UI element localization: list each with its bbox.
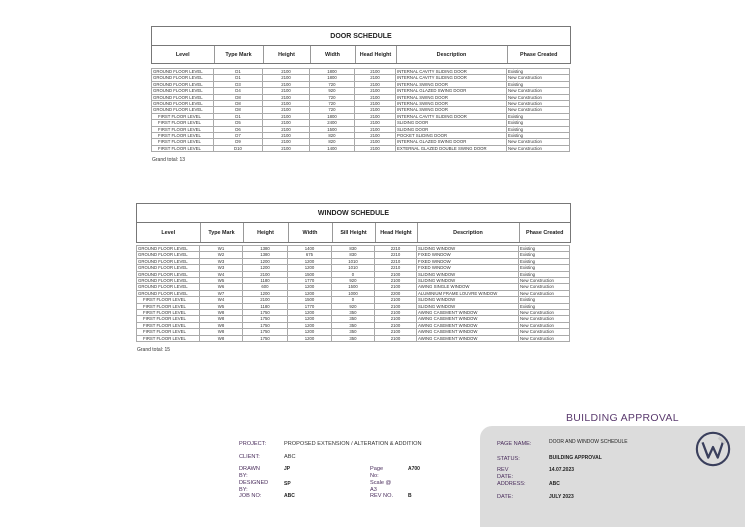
job-no-value: ABC	[284, 493, 295, 499]
table-cell: 2100	[355, 113, 396, 119]
table-cell: 2210	[375, 258, 417, 264]
table-cell: INTERNAL SWING DOOR	[396, 94, 507, 100]
table-cell: New Construction	[507, 75, 570, 81]
table-cell: AWING CASEMENT WINDOW	[417, 316, 519, 322]
window-schedule-col-7: Phase Created	[526, 229, 564, 236]
table-cell: W3	[200, 265, 243, 271]
table-cell: FIRST FLOOR LEVEL	[152, 139, 214, 145]
table-cell: 2100	[355, 126, 396, 132]
table-cell: 1200	[243, 258, 288, 264]
table-cell: D1	[214, 113, 263, 119]
table-cell: D1	[214, 69, 263, 75]
table-cell: New Construction	[519, 322, 570, 328]
table-cell: SLIDING DOOR	[396, 120, 507, 126]
table-cell: GROUND FLOOR LEVEL	[137, 278, 200, 284]
table-cell: 2100	[263, 101, 310, 107]
table-cell: W8	[200, 329, 243, 335]
table-cell: INTERNAL SWING DOOR	[396, 101, 507, 107]
table-cell: 1200	[288, 290, 332, 296]
table-cell: FIRST FLOOR LEVEL	[137, 322, 200, 328]
door-grand-total: Grand total: 13	[152, 157, 186, 163]
client-value: ABC	[284, 454, 296, 460]
door-schedule-col-4: Head Height	[355, 46, 396, 63]
table-cell: Existing	[519, 258, 570, 264]
status-label: STATUS:	[497, 456, 520, 462]
table-row	[152, 145, 570, 151]
table-cell: SLIDING DOOR	[396, 126, 507, 132]
table-cell: FIRST FLOOR LEVEL	[152, 133, 214, 139]
window-schedule-rows	[136, 245, 570, 342]
table-cell: 2200	[375, 290, 417, 296]
table-cell: FIRST FLOOR LEVEL	[152, 145, 214, 151]
table-cell: Existing	[507, 133, 570, 139]
table-cell: FIRST FLOOR LEVEL	[152, 120, 214, 126]
window-schedule-col-0: Level	[137, 223, 200, 242]
table-cell: New Construction	[507, 107, 570, 113]
table-cell: FIRST FLOOR LEVEL	[137, 335, 200, 341]
table-cell: 0	[332, 297, 375, 303]
table-cell: GROUND FLOOR LEVEL	[137, 290, 200, 296]
door-schedule-col-1: Type Mark	[214, 46, 263, 63]
table-cell: 2100	[243, 297, 288, 303]
table-cell: 1500	[310, 126, 355, 132]
table-cell: 1800	[310, 75, 355, 81]
table-cell: 2100	[263, 145, 310, 151]
table-cell: GROUND FLOOR LEVEL	[137, 252, 200, 258]
table-cell: 2100	[375, 329, 417, 335]
table-cell: D7	[214, 133, 263, 139]
table-cell: 2100	[263, 120, 310, 126]
table-cell: 2100	[375, 310, 417, 316]
door-schedule-col-3: Width	[310, 46, 355, 63]
table-cell: INTERNAL GLAZED SWING DOOR	[396, 139, 507, 145]
table-cell: W3	[200, 258, 243, 264]
rev-date-label: REV DATE:	[497, 467, 514, 480]
table-cell: 0	[332, 271, 375, 277]
table-cell: Existing	[519, 297, 570, 303]
door-schedule-rows	[151, 68, 570, 152]
table-cell: D1	[214, 75, 263, 81]
table-cell: FIRST FLOOR LEVEL	[137, 316, 200, 322]
table-cell: AWING CASEMENT WINDOW	[417, 335, 519, 341]
window-schedule-title: WINDOW SCHEDULE	[137, 204, 570, 223]
window-schedule-header	[137, 223, 570, 242]
table-cell: SLIDING WINDOW	[417, 278, 519, 284]
table-cell: New Construction	[519, 278, 570, 284]
page-name-value: DOOR AND WINDOW SCHEDULE	[549, 439, 628, 445]
table-cell: 350	[332, 310, 375, 316]
table-cell: 2100	[263, 113, 310, 119]
table-cell: 1200	[288, 310, 332, 316]
table-cell: FIRST FLOOR LEVEL	[152, 126, 214, 132]
table-cell: W4	[200, 271, 243, 277]
table-cell: Existing	[519, 303, 570, 309]
table-cell: 2100	[355, 75, 396, 81]
table-cell: D6	[214, 126, 263, 132]
table-cell: D4	[214, 88, 263, 94]
table-cell: 2100	[263, 69, 310, 75]
table-cell: 1500	[288, 297, 332, 303]
window-schedule-col-1: Type Mark	[200, 223, 243, 242]
designed-by-value: SP	[284, 481, 291, 487]
table-cell: New Construction	[507, 139, 570, 145]
date-value: JULY 2023	[549, 494, 574, 500]
table-cell: New Construction	[507, 145, 570, 151]
table-cell: W8	[200, 322, 243, 328]
table-cell: 1200	[288, 316, 332, 322]
table-cell: INTERNAL CAVITY SLIDING DOOR	[396, 69, 507, 75]
table-cell: Existing	[507, 81, 570, 87]
table-cell: New Construction	[507, 94, 570, 100]
table-cell: 720	[310, 107, 355, 113]
table-cell: 720	[310, 101, 355, 107]
door-schedule	[151, 26, 571, 64]
table-row	[137, 335, 570, 341]
table-cell: GROUND FLOOR LEVEL	[137, 265, 200, 271]
table-cell: SLIDING WINDOW	[417, 297, 519, 303]
table-cell: 1010	[332, 265, 375, 271]
rev-date-value: 14.07.2023	[549, 467, 575, 473]
table-cell: SLIDING WINDOW	[417, 246, 519, 252]
table-cell: 830	[332, 252, 375, 258]
table-cell: 2100	[375, 284, 417, 290]
table-cell: FIRST FLOOR LEVEL	[152, 113, 214, 119]
table-cell: 920	[332, 303, 375, 309]
table-cell: EXTERNAL GLAZED DOUBLE SWING DOOR	[396, 145, 507, 151]
table-cell: W5	[200, 278, 243, 284]
table-cell: FIRST FLOOR LEVEL	[137, 329, 200, 335]
table-cell: 2100	[355, 101, 396, 107]
table-cell: Existing	[519, 271, 570, 277]
table-cell: AWING CASEMENT WINDOW	[417, 322, 519, 328]
table-cell: 2100	[375, 278, 417, 284]
table-cell: 1010	[332, 258, 375, 264]
table-cell: AWING CASEMENT WINDOW	[417, 310, 519, 316]
table-cell: New Construction	[519, 284, 570, 290]
table-cell: New Construction	[519, 329, 570, 335]
table-cell: 1180	[243, 278, 288, 284]
table-cell: New Construction	[507, 88, 570, 94]
table-cell: 1500	[288, 271, 332, 277]
table-cell: New Construction	[519, 335, 570, 341]
table-cell: W7	[200, 290, 243, 296]
table-cell: GROUND FLOOR LEVEL	[137, 284, 200, 290]
table-cell: 2100	[263, 75, 310, 81]
table-cell: AWING SINGLE WINDOW	[417, 284, 519, 290]
table-cell: 1750	[243, 316, 288, 322]
project-value: PROPOSED EXTENSION / ALTERATION & ADDITION	[284, 441, 422, 447]
table-cell: 2100	[355, 88, 396, 94]
table-cell: FIRST FLOOR LEVEL	[137, 297, 200, 303]
table-cell: New Construction	[519, 310, 570, 316]
table-cell: 920	[310, 88, 355, 94]
table-cell: GROUND FLOOR LEVEL	[152, 88, 214, 94]
table-cell: GROUND FLOOR LEVEL	[152, 94, 214, 100]
window-schedule-col-3: Width	[288, 223, 332, 242]
table-cell: Existing	[519, 265, 570, 271]
table-cell: 1750	[243, 310, 288, 316]
table-cell: 2100	[355, 69, 396, 75]
table-cell: 1500	[332, 284, 375, 290]
table-cell: 1800	[310, 113, 355, 119]
table-cell: 1800	[310, 69, 355, 75]
table-cell: 2100	[263, 126, 310, 132]
table-cell: GROUND FLOOR LEVEL	[152, 69, 214, 75]
table-cell: 2210	[375, 265, 417, 271]
table-cell: 2100	[243, 271, 288, 277]
table-cell: 675	[288, 252, 332, 258]
table-cell: 1770	[288, 278, 332, 284]
table-cell: FIRST FLOOR LEVEL	[137, 310, 200, 316]
table-cell: 1200	[288, 322, 332, 328]
table-cell: 2100	[263, 139, 310, 145]
table-cell: SLIDING WINDOW	[417, 303, 519, 309]
table-cell: New Construction	[519, 316, 570, 322]
table-cell: 1180	[243, 303, 288, 309]
table-cell: 2100	[355, 139, 396, 145]
table-cell: New Construction	[519, 290, 570, 296]
table-cell: 820	[310, 133, 355, 139]
table-cell: 350	[332, 329, 375, 335]
table-cell: 2100	[263, 81, 310, 87]
table-cell: D8	[214, 94, 263, 100]
table-cell: 1200	[288, 329, 332, 335]
table-cell: 2100	[375, 316, 417, 322]
table-cell: 2100	[263, 88, 310, 94]
table-cell: 2100	[355, 120, 396, 126]
table-cell: INTERNAL CAVITY SLIDING DOOR	[396, 75, 507, 81]
door-schedule-col-6: Phase Created	[520, 51, 558, 58]
table-cell: 2100	[375, 271, 417, 277]
door-schedule-col-5: Description	[396, 46, 507, 63]
table-cell: 600	[243, 284, 288, 290]
table-cell: Existing	[507, 126, 570, 132]
table-cell: 2400	[310, 120, 355, 126]
table-cell: W8	[200, 310, 243, 316]
table-cell: 2100	[263, 107, 310, 113]
table-cell: W8	[200, 316, 243, 322]
door-schedule-col-0: Level	[152, 46, 214, 63]
table-cell: 1000	[332, 290, 375, 296]
table-cell: 2100	[355, 107, 396, 113]
table-cell: FIXED WINDOW	[417, 258, 519, 264]
table-cell: ALUMINIUM FRAME LOUVRE WINDOW	[417, 290, 519, 296]
table-cell: 1750	[243, 329, 288, 335]
table-cell: 820	[310, 139, 355, 145]
table-cell: 1750	[243, 335, 288, 341]
table-cell: 1400	[310, 145, 355, 151]
job-no-label: JOB NO:	[239, 493, 262, 499]
table-cell: GROUND FLOOR LEVEL	[152, 101, 214, 107]
table-cell: GROUND FLOOR LEVEL	[137, 246, 200, 252]
table-cell: 1200	[288, 258, 332, 264]
table-cell: 1750	[243, 322, 288, 328]
table-cell: Existing	[519, 252, 570, 258]
table-cell: INTERNAL CAVITY SLIDING DOOR	[396, 113, 507, 119]
table-cell: D8	[214, 101, 263, 107]
address-value: ABC	[549, 481, 560, 487]
table-cell: Existing	[507, 113, 570, 119]
table-cell: POCKET SLIDING DOOR	[396, 133, 507, 139]
table-cell: 350	[332, 322, 375, 328]
drawn-by-value: JP	[284, 466, 291, 472]
table-cell: 2100	[355, 81, 396, 87]
table-cell: W2	[200, 252, 243, 258]
table-cell: D8	[214, 107, 263, 113]
client-label: CLIENT:	[239, 454, 260, 460]
table-cell: 1200	[288, 335, 332, 341]
rev-no-value: B	[408, 493, 412, 499]
scale-label: Scale @ A3	[370, 480, 392, 493]
table-cell: 1770	[288, 303, 332, 309]
table-cell: GROUND FLOOR LEVEL	[137, 271, 200, 277]
window-grand-total: Grand total: 15	[137, 347, 171, 353]
page-no-value: A700	[408, 466, 420, 472]
window-schedule-col-2: Height	[243, 223, 288, 242]
table-cell: 1380	[243, 246, 288, 252]
table-cell: 2100	[375, 322, 417, 328]
table-cell: INTERNAL SWING DOOR	[396, 107, 507, 113]
table-cell: GROUND FLOOR LEVEL	[152, 107, 214, 113]
rev-no-label: REV NO.	[370, 493, 394, 499]
table-cell: Existing	[519, 246, 570, 252]
table-cell: 1380	[243, 252, 288, 258]
table-cell: 2100	[355, 145, 396, 151]
table-cell: 1200	[243, 290, 288, 296]
project-label: PROJECT:	[239, 441, 267, 447]
table-cell: 1200	[288, 265, 332, 271]
page-no-label: Page No:	[370, 466, 384, 479]
table-cell: 920	[332, 278, 375, 284]
table-cell: W4	[200, 297, 243, 303]
table-cell: GROUND FLOOR LEVEL	[137, 258, 200, 264]
table-cell: 2100	[375, 303, 417, 309]
table-cell: FIXED WINDOW	[417, 265, 519, 271]
table-cell: AWING CASEMENT WINDOW	[417, 329, 519, 335]
table-cell: Existing	[507, 120, 570, 126]
table-cell: FIRST FLOOR LEVEL	[137, 303, 200, 309]
drawn-by-label: DRAWN BY:	[239, 466, 260, 479]
table-cell: 2210	[375, 252, 417, 258]
window-schedule-col-5: Head Height	[375, 223, 417, 242]
table-cell: 2100	[355, 94, 396, 100]
designed-by-label: DESIGNED BY:	[239, 480, 269, 493]
table-cell: D3	[214, 81, 263, 87]
table-cell: 720	[310, 81, 355, 87]
table-cell: 720	[310, 94, 355, 100]
company-logo-icon	[694, 430, 732, 468]
table-cell: GROUND FLOOR LEVEL	[152, 81, 214, 87]
table-cell: INTERNAL SWING DOOR	[396, 81, 507, 87]
table-cell: 2100	[375, 297, 417, 303]
table-cell: 830	[332, 246, 375, 252]
table-cell: W6	[200, 284, 243, 290]
door-schedule-col-2: Height	[263, 46, 310, 63]
table-cell: W1	[200, 246, 243, 252]
door-schedule-header	[152, 46, 570, 63]
stage-heading: BUILDING APPROVAL	[566, 412, 679, 424]
window-schedule-col-6: Description	[417, 223, 519, 242]
table-cell: 350	[332, 316, 375, 322]
table-cell: D10	[214, 145, 263, 151]
date-label: DATE:	[497, 494, 514, 500]
table-cell: 1400	[288, 246, 332, 252]
table-cell: 2100	[355, 133, 396, 139]
table-cell: 2210	[375, 246, 417, 252]
page-name-label: PAGE NAME:	[497, 441, 532, 447]
table-cell: Existing	[507, 69, 570, 75]
table-cell: D5	[214, 120, 263, 126]
status-value: BUILDING APPROVAL	[549, 455, 602, 461]
door-schedule-title: DOOR SCHEDULE	[152, 27, 570, 46]
table-cell: 2100	[263, 133, 310, 139]
address-label: ADDRESS:	[497, 481, 526, 487]
table-cell: FIXED WINDOW	[417, 252, 519, 258]
table-cell: W5	[200, 303, 243, 309]
table-cell: GROUND FLOOR LEVEL	[152, 75, 214, 81]
table-cell: 350	[332, 335, 375, 341]
table-cell: 1200	[288, 284, 332, 290]
table-cell: New Construction	[507, 101, 570, 107]
table-cell: 2100	[263, 94, 310, 100]
window-schedule	[136, 203, 571, 243]
table-cell: SLIDING WINDOW	[417, 271, 519, 277]
window-schedule-col-4: Sill Height	[332, 223, 375, 242]
table-cell: W8	[200, 335, 243, 341]
table-cell: D9	[214, 139, 263, 145]
table-cell: INTERNAL GLAZED SWING DOOR	[396, 88, 507, 94]
table-cell: 2100	[375, 335, 417, 341]
table-cell: 1200	[243, 265, 288, 271]
